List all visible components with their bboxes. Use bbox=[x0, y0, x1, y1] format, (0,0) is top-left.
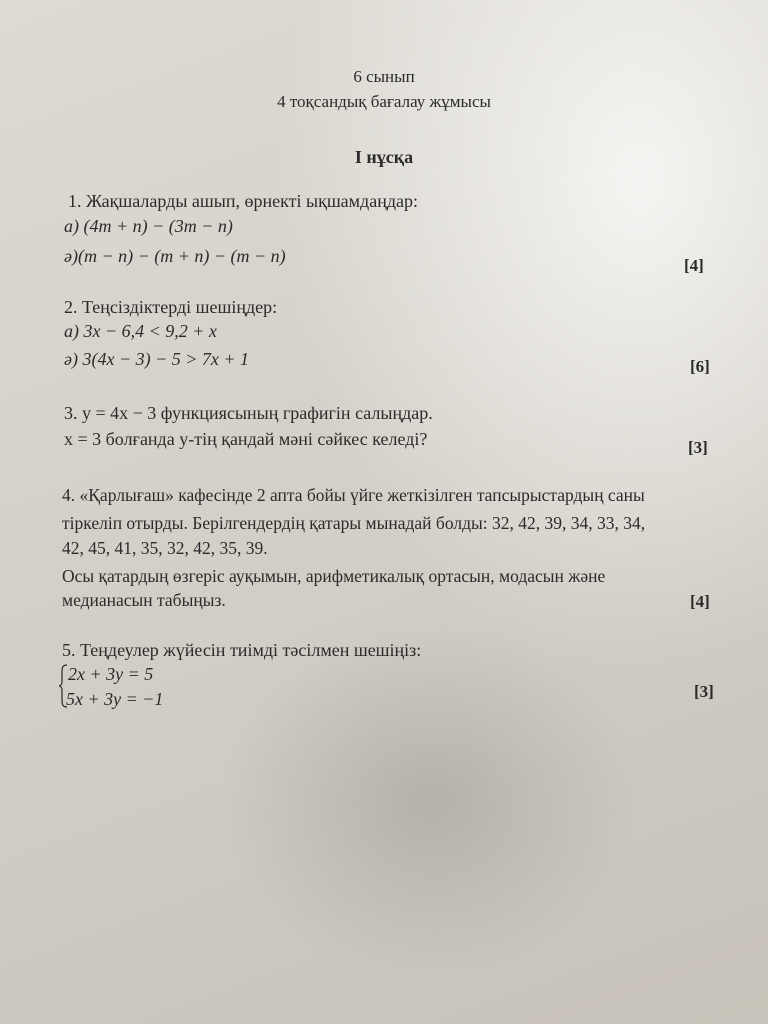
task-4-line-1: 4. «Қарлығаш» кафесінде 2 апта бойы үйге жеткізілген тапсырыстардың саны bbox=[62, 485, 645, 505]
task-4-line-5: медианасын табыңыз. bbox=[62, 590, 226, 610]
task-5-prompt: 5. Теңдеулер жүйесін тиімді тәсілмен шешіңіз: bbox=[62, 640, 422, 660]
task-5-equation-1: 2x + 3y = 5 bbox=[68, 664, 154, 684]
task-1-item-b: ә)(m − n) − (m + n) − (m − n) bbox=[64, 246, 286, 266]
task-2-item-b: ә) 3(4x − 3) − 5 > 7x + 1 bbox=[64, 349, 250, 369]
task-4-line-3: 42, 45, 41, 35, 32, 42, 35, 39. bbox=[62, 538, 268, 558]
task-3-prompt: 3. y = 4x − 3 функциясының графигін салыңдар. bbox=[64, 403, 433, 423]
task-3-item: x = 3 болғанда у-тің қандай мәні сәйкес келеді? bbox=[64, 429, 428, 449]
task-1-prompt: 1. Жақшаларды ашып, өрнекті ықшамдаңдар: bbox=[68, 191, 418, 211]
task-5-equation-2: 5x + 3y = −1 bbox=[66, 689, 164, 709]
task-1-score: [4] bbox=[684, 256, 704, 275]
task-4-line-2: тіркеліп отырды. Берілгендердің қатары мынадай болды: 32, 42, 39, 34, 33, 34, bbox=[62, 513, 646, 533]
task-2-item-a: а) 3x − 6,4 < 9,2 + x bbox=[64, 321, 217, 341]
variant-heading: I нұсқа bbox=[354, 147, 414, 167]
task-4-line-4: Осы қатардың өзгеріс ауқымын, арифметикалық ортасын, модасын және bbox=[62, 566, 606, 586]
task-3-score: [3] bbox=[688, 438, 708, 457]
task-4-score: [4] bbox=[690, 592, 710, 611]
task-2-prompt: 2. Теңсіздіктерді шешіңдер: bbox=[64, 297, 278, 317]
grade-line: 6 сынып bbox=[353, 67, 415, 86]
task-1-item-a: а) (4m + n) − (3m − n) bbox=[64, 216, 233, 236]
document-title: 4 тоқсандық бағалау жұмысы bbox=[277, 92, 491, 111]
task-2-score: [6] bbox=[690, 357, 710, 376]
task-5-score: [3] bbox=[694, 682, 714, 701]
